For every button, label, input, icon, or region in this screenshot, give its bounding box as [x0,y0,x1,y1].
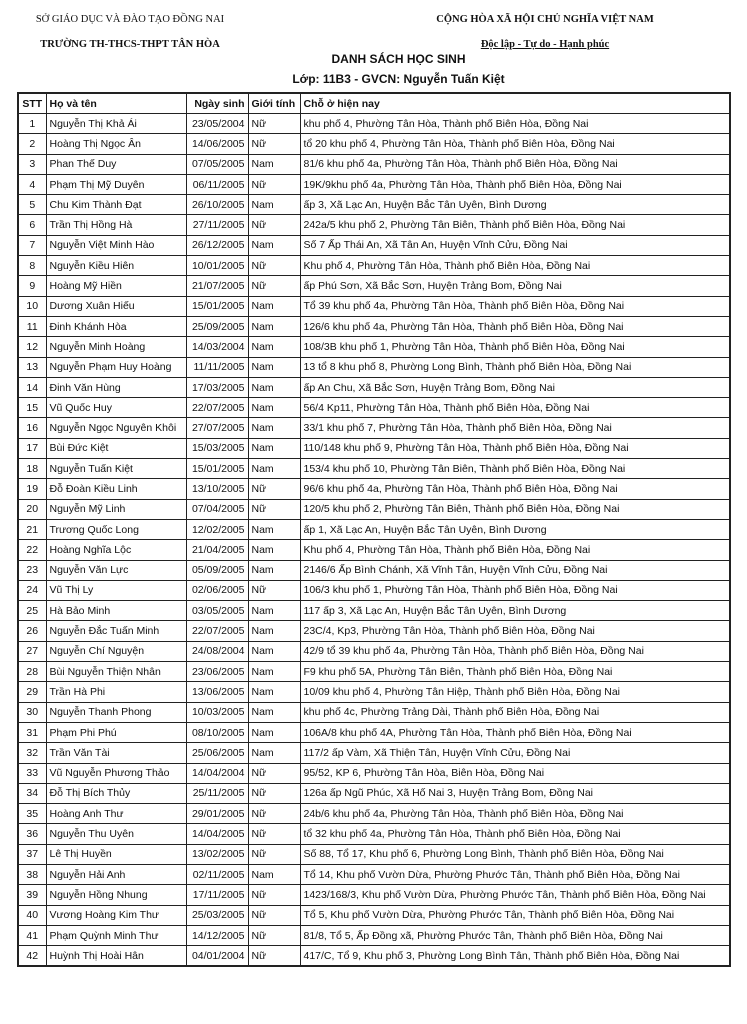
cell-name: Nguyễn Đắc Tuấn Minh [46,621,186,641]
cell-name: Hoàng Mỹ Hiền [46,276,186,296]
cell-stt: 1 [18,114,46,134]
cell-dob: 07/05/2005 [186,154,248,174]
cell-name: Trương Quốc Long [46,519,186,539]
cell-name: Lê Thị Huyền [46,844,186,864]
cell-stt: 25 [18,601,46,621]
cell-dob: 23/06/2005 [186,662,248,682]
cell-stt: 31 [18,722,46,742]
cell-name: Nguyễn Thị Khả Ái [46,114,186,134]
cell-gender: Nữ [248,824,300,844]
cell-dob: 17/03/2005 [186,377,248,397]
cell-address: 417/C, Tổ 9, Khu phố 3, Phường Long Bình Tân, Thành phố Biên Hòa, Đồng Nai [300,946,730,967]
cell-gender: Nam [248,601,300,621]
cell-stt: 12 [18,337,46,357]
cell-name: Trần Thị Hồng Hà [46,215,186,235]
table-row [18,459,730,479]
cell-name: Đỗ Đoàn Kiều Linh [46,479,186,499]
cell-gender: Nam [248,560,300,580]
cell-gender: Nam [248,459,300,479]
table-body [18,114,730,967]
cell-stt: 33 [18,763,46,783]
cell-name: Hoàng Thị Ngọc Ân [46,134,186,154]
cell-stt: 34 [18,783,46,803]
table-row [18,864,730,884]
cell-gender: Nữ [248,763,300,783]
cell-stt: 11 [18,316,46,336]
cell-gender: Nữ [248,276,300,296]
cell-address: 153/4 khu phố 10, Phường Tân Biên, Thành phố Biên Hòa, Đồng Nai [300,459,730,479]
table-row [18,662,730,682]
cell-address: 42/9 tổ 39 khu phố 4a, Phường Tân Hòa, Thành phố Biên Hòa, Đồng Nai [300,641,730,661]
cell-name: Đỗ Thị Bích Thủy [46,783,186,803]
cell-stt: 21 [18,519,46,539]
cell-address: 120/5 khu phố 2, Phường Tân Biên, Thành phố Biên Hòa, Đồng Nai [300,499,730,519]
cell-dob: 25/11/2005 [186,783,248,803]
school-name: TRƯỜNG TH-THCS-THPT TÂN HÒA [40,39,220,50]
cell-name: Nguyễn Ngọc Nguyên Khôi [46,418,186,438]
table-row [18,682,730,702]
cell-gender: Nữ [248,804,300,824]
table-row [18,337,730,357]
cell-gender: Nam [248,722,300,742]
cell-name: Đinh Khánh Hòa [46,316,186,336]
cell-address: 81/8, Tổ 5, Ấp Đồng xã, Phường Phước Tân, Thành phố Biên Hòa, Đồng Nai [300,925,730,945]
column-header-stt: STT [18,93,46,114]
cell-dob: 12/02/2005 [186,519,248,539]
cell-dob: 14/04/2004 [186,763,248,783]
cell-address: tổ 32 khu phố 4a, Phường Tân Hòa, Thành phố Biên Hòa, Đồng Nai [300,824,730,844]
cell-name: Trần Hà Phi [46,682,186,702]
cell-gender: Nam [248,438,300,458]
cell-dob: 13/02/2005 [186,844,248,864]
cell-address: ấp Phú Sơn, Xã Bắc Sơn, Huyện Trảng Bom, Đồng Nai [300,276,730,296]
cell-address: Số 88, Tổ 17, Khu phố 6, Phường Long Bình, Thành phố Biên Hòa, Đồng Nai [300,844,730,864]
table-row [18,560,730,580]
cell-dob: 05/09/2005 [186,560,248,580]
cell-name: Bùi Nguyễn Thiện Nhân [46,662,186,682]
cell-gender: Nữ [248,905,300,925]
cell-name: Vũ Thị Ly [46,580,186,600]
cell-gender: Nam [248,296,300,316]
cell-stt: 39 [18,885,46,905]
cell-name: Nguyễn Thu Uyên [46,824,186,844]
cell-dob: 27/11/2005 [186,215,248,235]
cell-name: Phạm Thị Mỹ Duyên [46,174,186,194]
cell-dob: 21/07/2005 [186,276,248,296]
cell-stt: 23 [18,560,46,580]
cell-gender: Nam [248,235,300,255]
cell-name: Nguyễn Văn Lực [46,560,186,580]
cell-address: 56/4 Kp11, Phường Tân Hòa, Thành phố Biên Hòa, Đồng Nai [300,398,730,418]
cell-gender: Nữ [248,479,300,499]
cell-stt: 24 [18,580,46,600]
cell-dob: 29/01/2005 [186,804,248,824]
cell-dob: 08/10/2005 [186,722,248,742]
cell-stt: 5 [18,195,46,215]
table-row [18,256,730,276]
cell-gender: Nữ [248,925,300,945]
cell-address: 126/6 khu phố 4a, Phường Tân Hòa, Thành phố Biên Hòa, Đồng Nai [300,316,730,336]
cell-address: 126a ấp Ngũ Phúc, Xã Hố Nai 3, Huyện Trảng Bom, Đồng Nai [300,783,730,803]
cell-gender: Nam [248,540,300,560]
table-row [18,195,730,215]
cell-gender: Nữ [248,174,300,194]
cell-gender: Nam [248,337,300,357]
cell-address: 106A/8 khu phố 4A, Phường Tân Hòa, Thành phố Biên Hòa, Đồng Nai [300,722,730,742]
cell-address: 2146/6 Ấp Bình Chánh, Xã Vĩnh Tân, Huyện Vĩnh Cửu, Đồng Nai [300,560,730,580]
cell-dob: 26/10/2005 [186,195,248,215]
cell-dob: 13/06/2005 [186,682,248,702]
cell-address: ấp 3, Xã Lạc An, Huyện Bắc Tân Uyên, Bình Dương [300,195,730,215]
cell-name: Nguyễn Hải Anh [46,864,186,884]
cell-stt: 35 [18,804,46,824]
cell-gender: Nam [248,519,300,539]
cell-dob: 02/06/2005 [186,580,248,600]
cell-address: Khu phố 4, Phường Tân Hòa, Thành phố Biên Hòa, Đồng Nai [300,540,730,560]
cell-dob: 04/01/2004 [186,946,248,967]
cell-dob: 02/11/2005 [186,864,248,884]
cell-name: Nguyễn Kiều Hiên [46,256,186,276]
cell-gender: Nam [248,316,300,336]
cell-address: khu phố 4c, Phường Trảng Dài, Thành phố Biên Hòa, Đồng Nai [300,702,730,722]
cell-gender: Nữ [248,114,300,134]
cell-gender: Nam [248,357,300,377]
cell-name: Trần Văn Tài [46,743,186,763]
motto: Độc lập - Tự do - Hạnh phúc [480,39,610,50]
cell-dob: 15/03/2005 [186,438,248,458]
cell-gender: Nữ [248,580,300,600]
cell-address: 242a/5 khu phố 2, Phường Tân Biên, Thành phố Biên Hòa, Đồng Nai [300,215,730,235]
cell-dob: 25/03/2005 [186,905,248,925]
cell-stt: 2 [18,134,46,154]
cell-dob: 15/01/2005 [186,296,248,316]
table-row [18,296,730,316]
cell-name: Nguyễn Hồng Nhung [46,885,186,905]
cell-stt: 38 [18,864,46,884]
table-row [18,114,730,134]
cell-dob: 27/07/2005 [186,418,248,438]
cell-stt: 9 [18,276,46,296]
table-row [18,235,730,255]
cell-address: F9 khu phố 5A, Phường Tân Biên, Thành phố Biên Hòa, Đồng Nai [300,662,730,682]
table-row [18,621,730,641]
table-row [18,174,730,194]
cell-dob: 26/12/2005 [186,235,248,255]
cell-dob: 13/10/2005 [186,479,248,499]
cell-gender: Nam [248,377,300,397]
cell-name: Hà Bảo Minh [46,601,186,621]
document-title: DANH SÁCH HỌC SINH [331,52,466,66]
cell-name: Vũ Quốc Huy [46,398,186,418]
table-row [18,316,730,336]
national-motto [355,10,735,53]
table-row [18,438,730,458]
country-name: CỘNG HÒA XÃ HỘI CHỦ NGHĨA VIỆT NAM [436,14,654,25]
table-row [18,743,730,763]
cell-dob: 17/11/2005 [186,885,248,905]
cell-dob: 03/05/2005 [186,601,248,621]
cell-stt: 26 [18,621,46,641]
cell-gender: Nữ [248,885,300,905]
cell-dob: 21/04/2005 [186,540,248,560]
table-row [18,357,730,377]
cell-dob: 10/03/2005 [186,702,248,722]
table-row [18,804,730,824]
cell-stt: 22 [18,540,46,560]
cell-gender: Nam [248,418,300,438]
cell-dob: 25/06/2005 [186,743,248,763]
cell-gender: Nữ [248,134,300,154]
cell-stt: 27 [18,641,46,661]
table-row [18,519,730,539]
cell-address: 96/6 khu phố 4a, Phường Tân Hòa, Thành phố Biên Hòa, Đồng Nai [300,479,730,499]
table-row [18,946,730,967]
cell-gender: Nam [248,154,300,174]
cell-stt: 13 [18,357,46,377]
cell-dob: 14/04/2005 [186,824,248,844]
column-header-gender: Giới tính [248,93,300,114]
cell-stt: 20 [18,499,46,519]
table-row [18,479,730,499]
table-row [18,925,730,945]
cell-gender: Nữ [248,844,300,864]
table-row [18,824,730,844]
cell-stt: 29 [18,682,46,702]
cell-address: 19K/9khu phố 4a, Phường Tân Hòa, Thành phố Biên Hòa, Đồng Nai [300,174,730,194]
cell-address: 117/2 ấp Vàm, Xã Thiện Tân, Huyện Vĩnh Cửu, Đồng Nai [300,743,730,763]
cell-address: ấp An Chu, Xã Bắc Sơn, Huyện Trảng Bom, Đồng Nai [300,377,730,397]
table-row [18,377,730,397]
cell-dob: 22/07/2005 [186,621,248,641]
cell-name: Bùi Đức Kiệt [46,438,186,458]
cell-gender: Nam [248,662,300,682]
cell-stt: 37 [18,844,46,864]
cell-stt: 6 [18,215,46,235]
cell-dob: 14/12/2005 [186,925,248,945]
cell-address: Số 7 Ấp Thái An, Xã Tân An, Huyện Vĩnh Cửu, Đồng Nai [300,235,730,255]
cell-address: Tổ 5, Khu phố Vườn Dừa, Phường Phước Tân, Thành phố Biên Hòa, Đồng Nai [300,905,730,925]
class-info: Lớp: 11B3 - GVCN: Nguyễn Tuấn Kiệt [292,72,505,86]
table-row [18,905,730,925]
cell-address: Khu phố 4, Phường Tân Hòa, Thành phố Biên Hòa, Đồng Nai [300,256,730,276]
table-row [18,418,730,438]
table-row [18,154,730,174]
cell-name: Dương Xuân Hiếu [46,296,186,316]
cell-address: tổ 20 khu phố 4, Phường Tân Hòa, Thành phố Biên Hòa, Đồng Nai [300,134,730,154]
cell-name: Nguyễn Chí Nguyện [46,641,186,661]
table-row [18,134,730,154]
cell-dob: 14/03/2004 [186,337,248,357]
cell-stt: 42 [18,946,46,967]
cell-stt: 30 [18,702,46,722]
cell-address: 13 tổ 8 khu phố 8, Phường Long Bình, Thành phố Biên Hòa, Đồng Nai [300,357,730,377]
cell-stt: 4 [18,174,46,194]
table-row [18,499,730,519]
column-header-address: Chỗ ở hiện nay [300,93,730,114]
table-row [18,215,730,235]
cell-name: Huỳnh Thị Hoài Hân [46,946,186,967]
cell-stt: 17 [18,438,46,458]
cell-gender: Nam [248,621,300,641]
cell-stt: 14 [18,377,46,397]
cell-address: 10/09 khu phố 4, Phường Tân Hiệp, Thành phố Biên Hòa, Đồng Nai [300,682,730,702]
cell-dob: 07/04/2005 [186,499,248,519]
cell-dob: 11/11/2005 [186,357,248,377]
cell-name: Vũ Nguyễn Phương Thảo [46,763,186,783]
cell-gender: Nam [248,702,300,722]
issuing-authority [20,10,240,53]
table-row [18,580,730,600]
table-row [18,641,730,661]
cell-dob: 14/06/2005 [186,134,248,154]
cell-dob: 24/08/2004 [186,641,248,661]
cell-gender: Nam [248,743,300,763]
cell-address: khu phố 4, Phường Tân Hòa, Thành phố Biên Hòa, Đồng Nai [300,114,730,134]
cell-address: 117 ấp 3, Xã Lạc An, Huyện Bắc Tân Uyên, Bình Dương [300,601,730,621]
cell-gender: Nữ [248,256,300,276]
table-row [18,398,730,418]
department-name: SỞ GIÁO DỤC VÀ ĐÀO TẠO ĐỒNG NAI [35,14,225,25]
student-list-table [17,92,731,967]
cell-name: Phan Thế Duy [46,154,186,174]
table-row [18,783,730,803]
cell-stt: 28 [18,662,46,682]
cell-stt: 15 [18,398,46,418]
cell-address: Tổ 39 khu phố 4a, Phường Tân Hòa, Thành phố Biên Hòa, Đồng Nai [300,296,730,316]
table-row [18,702,730,722]
cell-dob: 06/11/2005 [186,174,248,194]
cell-name: Nguyễn Mỹ Linh [46,499,186,519]
cell-address: 81/6 khu phố 4a, Phường Tân Hòa, Thành phố Biên Hòa, Đồng Nai [300,154,730,174]
cell-address: 95/52, KP 6, Phường Tân Hòa, Biên Hòa, Đồng Nai [300,763,730,783]
cell-name: Đinh Văn Hùng [46,377,186,397]
table-header-row [18,93,730,114]
cell-stt: 8 [18,256,46,276]
cell-address: 110/148 khu phố 9, Phường Tân Hòa, Thành phố Biên Hòa, Đồng Nai [300,438,730,458]
cell-address: 108/3B khu phố 1, Phường Tân Hòa, Thành phố Biên Hòa, Đồng Nai [300,337,730,357]
column-header-dob: Ngày sinh [186,93,248,114]
table-row [18,276,730,296]
cell-stt: 40 [18,905,46,925]
column-header-name: Họ và tên [46,93,186,114]
cell-gender: Nữ [248,499,300,519]
cell-gender: Nữ [248,783,300,803]
cell-gender: Nữ [248,215,300,235]
table-row [18,722,730,742]
cell-name: Nguyễn Phạm Huy Hoàng [46,357,186,377]
cell-address: 33/1 khu phố 7, Phường Tân Hòa, Thành phố Biên Hòa, Đồng Nai [300,418,730,438]
table-row [18,540,730,560]
cell-address: 1423/168/3, Khu phố Vườn Dừa, Phường Phước Tân, Thành phố Biên Hòa, Đồng Nai [300,885,730,905]
cell-dob: 23/05/2004 [186,114,248,134]
table-row [18,885,730,905]
cell-stt: 19 [18,479,46,499]
cell-address: ấp 1, Xã Lạc An, Huyện Bắc Tân Uyên, Bình Dương [300,519,730,539]
cell-stt: 32 [18,743,46,763]
cell-name: Hoàng Anh Thư [46,804,186,824]
cell-address: 24b/6 khu phố 4a, Phường Tân Hòa, Thành phố Biên Hòa, Đồng Nai [300,804,730,824]
cell-dob: 25/09/2005 [186,316,248,336]
cell-stt: 18 [18,459,46,479]
cell-stt: 7 [18,235,46,255]
cell-stt: 16 [18,418,46,438]
cell-dob: 10/01/2005 [186,256,248,276]
cell-gender: Nữ [248,946,300,967]
cell-stt: 36 [18,824,46,844]
cell-dob: 15/01/2005 [186,459,248,479]
cell-stt: 10 [18,296,46,316]
cell-gender: Nam [248,641,300,661]
table-row [18,601,730,621]
cell-name: Chu Kim Thành Đạt [46,195,186,215]
cell-gender: Nam [248,864,300,884]
cell-address: Tổ 14, Khu phố Vườn Dừa, Phường Phước Tân, Thành phố Biên Hòa, Đồng Nai [300,864,730,884]
cell-name: Phạm Quỳnh Minh Thư [46,925,186,945]
cell-name: Nguyễn Tuấn Kiệt [46,459,186,479]
cell-gender: Nam [248,195,300,215]
cell-name: Nguyễn Minh Hoàng [46,337,186,357]
table-row [18,763,730,783]
cell-name: Nguyễn Thanh Phong [46,702,186,722]
cell-name: Hoàng Nghĩa Lộc [46,540,186,560]
table-row [18,844,730,864]
cell-gender: Nam [248,398,300,418]
cell-dob: 22/07/2005 [186,398,248,418]
cell-stt: 41 [18,925,46,945]
cell-address: 106/3 khu phố 1, Phường Tân Hòa, Thành phố Biên Hòa, Đồng Nai [300,580,730,600]
cell-name: Nguyễn Việt Minh Hào [46,235,186,255]
cell-stt: 3 [18,154,46,174]
cell-gender: Nam [248,682,300,702]
cell-name: Phạm Phi Phú [46,722,186,742]
cell-name: Vương Hoàng Kim Thư [46,905,186,925]
cell-address: 23C/4, Kp3, Phường Tân Hòa, Thành phố Biên Hòa, Đồng Nai [300,621,730,641]
